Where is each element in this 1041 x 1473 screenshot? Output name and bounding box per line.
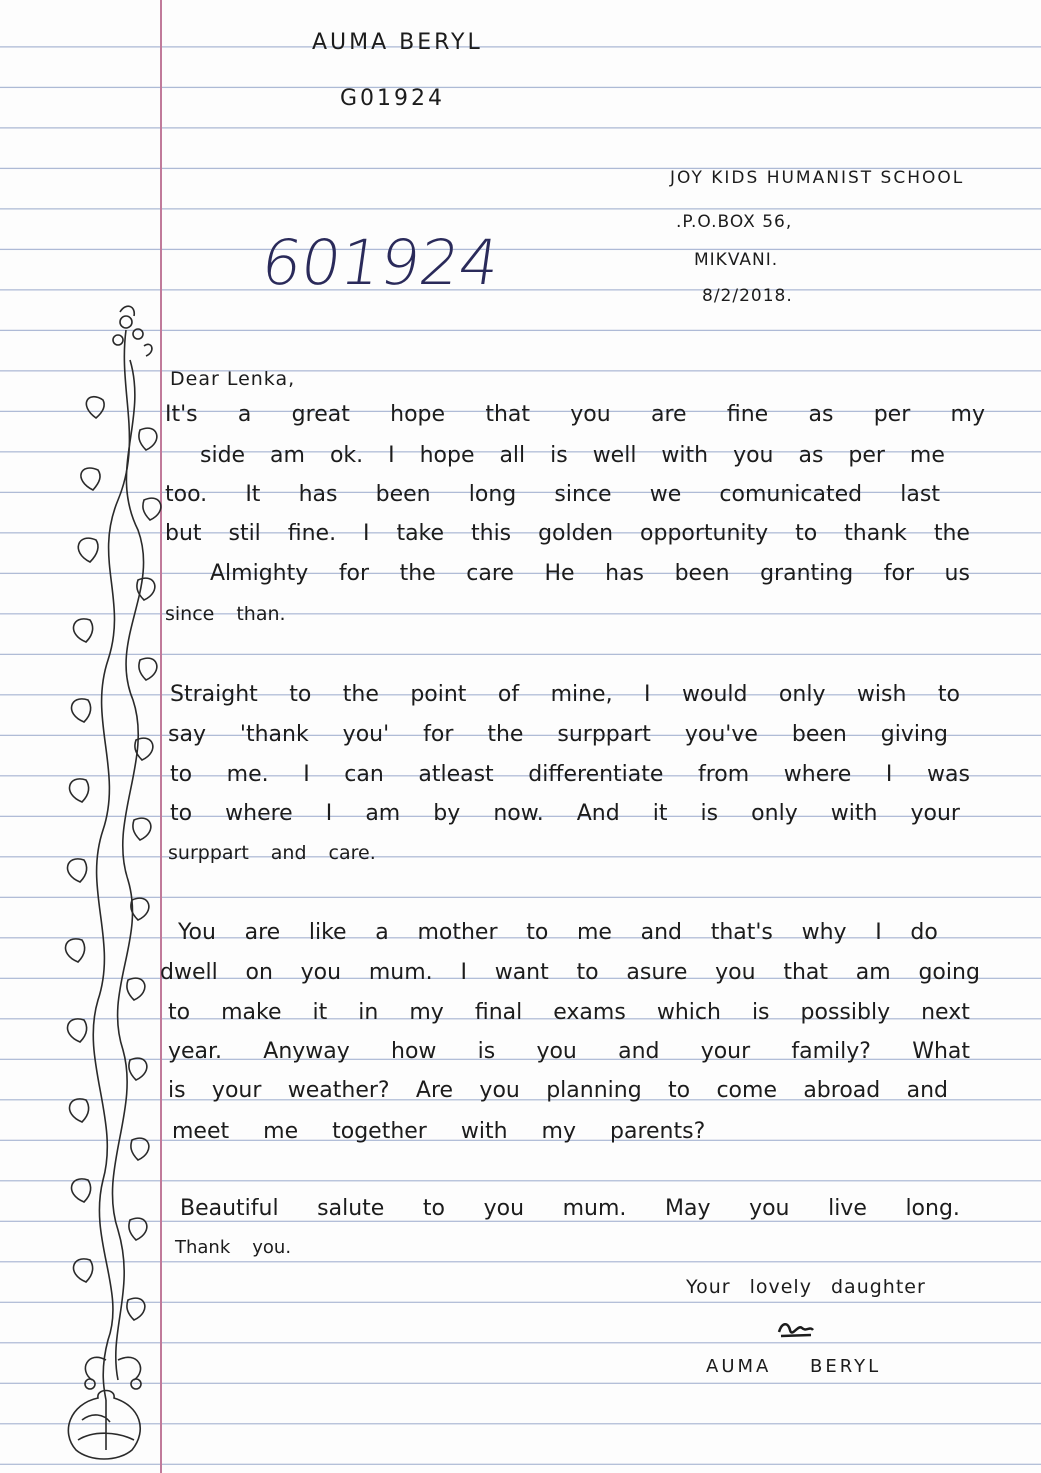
paragraph-1-line-5: [210, 561, 970, 586]
word: What: [912, 1039, 970, 1064]
word: family?: [791, 1039, 871, 1064]
word: weather?: [287, 1078, 390, 1103]
word: fine.: [287, 521, 337, 546]
word: make: [221, 1000, 282, 1025]
word: I: [325, 801, 333, 826]
word: how: [391, 1039, 437, 1064]
word: you've: [684, 722, 758, 747]
word: point: [410, 682, 467, 707]
paragraph-3-line-5: [168, 1078, 948, 1103]
word: going: [918, 960, 980, 985]
word: us: [944, 561, 970, 586]
word: care.: [328, 842, 376, 864]
word: meet: [172, 1119, 230, 1144]
word: exams: [553, 1000, 626, 1025]
word: the: [487, 722, 524, 747]
word: you: [733, 443, 774, 468]
address-school: JOY KIDS HUMANIST SCHOOL: [670, 168, 965, 188]
word: want: [494, 960, 549, 985]
word: giving: [880, 722, 948, 747]
reference-number: 601924: [256, 226, 504, 299]
word: care: [466, 561, 514, 586]
word: is: [751, 1000, 770, 1025]
word: I: [363, 521, 370, 546]
word: by: [433, 801, 461, 826]
word: to: [422, 1196, 446, 1221]
word: where: [225, 801, 293, 826]
paragraph-2-line-4: [170, 801, 960, 826]
header-name: AUMA BERYL: [312, 30, 483, 55]
word: and: [618, 1039, 660, 1064]
word: me.: [226, 762, 269, 787]
word: all: [499, 443, 526, 468]
word: been: [674, 561, 730, 586]
word: in: [358, 1000, 379, 1025]
paragraph-3-line-1: [178, 920, 938, 945]
word: I: [460, 960, 467, 985]
paragraph-3-line-4: [168, 1039, 970, 1064]
word: is: [550, 443, 568, 468]
word: possibly: [800, 1000, 891, 1025]
word: the: [399, 561, 436, 586]
word: dwell: [160, 960, 218, 985]
word: mum.: [368, 960, 433, 985]
word: to: [168, 1000, 191, 1025]
word: to: [937, 682, 960, 707]
word: for: [423, 722, 454, 747]
word: would: [681, 682, 748, 707]
word: hope: [419, 443, 475, 468]
word: surppart: [557, 722, 651, 747]
paragraph-1-line-4: [165, 521, 970, 546]
word: has: [605, 561, 645, 586]
word: am: [855, 960, 891, 985]
word: you: [300, 960, 342, 985]
word: year.: [168, 1039, 223, 1064]
word: with: [661, 443, 709, 468]
word: live: [828, 1196, 867, 1221]
paragraph-1-line-6: [165, 603, 985, 625]
word: than.: [236, 603, 286, 625]
vine-drawing: [48, 300, 168, 1470]
word: I: [388, 443, 395, 468]
word: am: [365, 801, 401, 826]
word: Are: [415, 1078, 454, 1103]
word: Almighty: [210, 561, 309, 586]
word: are: [651, 402, 687, 427]
word: you: [483, 1196, 525, 1221]
word: mother: [417, 920, 498, 945]
word: asure: [626, 960, 688, 985]
word: together: [332, 1119, 427, 1144]
word: which: [656, 1000, 721, 1025]
word: and: [270, 842, 307, 864]
word: fine: [726, 402, 769, 427]
word: that's: [710, 920, 773, 945]
word: been: [375, 482, 431, 507]
word: ok.: [329, 443, 364, 468]
word: take: [396, 521, 445, 546]
paragraph-1-line-1: [165, 402, 985, 427]
signature-name: AUMA BERYL: [706, 1356, 882, 1377]
word: planning: [546, 1078, 642, 1103]
word: like: [308, 920, 347, 945]
word: great: [291, 402, 350, 427]
letter-date: 8/2/2018.: [702, 286, 793, 306]
word: where: [783, 762, 852, 787]
paragraph-2-line-1: [170, 682, 960, 707]
word: why: [801, 920, 847, 945]
word: am: [270, 443, 305, 468]
word: as: [798, 443, 824, 468]
word: It's: [165, 402, 198, 427]
greeting: Dear Lenka,: [170, 368, 296, 390]
word: thank: [844, 521, 907, 546]
word: come: [716, 1078, 777, 1103]
word: for: [338, 561, 370, 586]
word: And: [576, 801, 620, 826]
paragraph-3-line-3: [168, 1000, 970, 1025]
word: to: [289, 682, 312, 707]
word: I: [644, 682, 651, 707]
word: surppart: [168, 842, 249, 864]
word: since: [165, 603, 215, 625]
word: you.: [252, 1237, 292, 1258]
word: salute: [317, 1196, 385, 1221]
paragraph-1-line-2: [200, 443, 945, 468]
word: per: [848, 443, 885, 468]
word: my: [409, 1000, 444, 1025]
word: you: [715, 960, 756, 985]
word: Straight: [170, 682, 258, 707]
word: you: [570, 402, 611, 427]
word: and: [640, 920, 683, 945]
word: a: [375, 920, 389, 945]
word: say: [168, 722, 206, 747]
word: to: [526, 920, 549, 945]
word: from: [698, 762, 750, 787]
paragraph-3-line-6: [172, 1119, 992, 1144]
word: for: [883, 561, 914, 586]
header-number: G01924: [340, 86, 446, 111]
word: comunicated: [719, 482, 863, 507]
word: that: [485, 402, 530, 427]
word: is: [477, 1039, 496, 1064]
word: to: [170, 762, 193, 787]
word: the: [342, 682, 379, 707]
word: only: [751, 801, 798, 826]
word: the: [933, 521, 970, 546]
word: me: [263, 1119, 299, 1144]
word: a: [237, 402, 252, 427]
word: side: [200, 443, 246, 468]
word: You: [178, 920, 216, 945]
word: golden: [538, 521, 614, 546]
word: and: [906, 1078, 948, 1103]
word: opportunity: [640, 521, 769, 546]
word: of: [497, 682, 520, 707]
word: we: [649, 482, 682, 507]
word: since: [554, 482, 612, 507]
word: with: [830, 801, 878, 826]
word: wish: [856, 682, 907, 707]
word: last: [900, 482, 940, 507]
word: Thank: [175, 1237, 231, 1258]
word: long: [468, 482, 517, 507]
signature-scribble: [776, 1318, 816, 1340]
word: my: [541, 1119, 576, 1144]
word: me: [909, 443, 945, 468]
word: can: [344, 762, 384, 787]
word: your: [211, 1078, 262, 1103]
word: 'thank: [239, 722, 309, 747]
word: too.: [165, 482, 208, 507]
word: abroad: [803, 1078, 881, 1103]
word: is: [700, 801, 719, 826]
word: Beautiful: [180, 1196, 279, 1221]
word: but: [165, 521, 202, 546]
word: has: [298, 482, 338, 507]
paragraph-2-line-2: [168, 722, 948, 747]
word: my: [950, 402, 985, 427]
word: next: [921, 1000, 970, 1025]
word: it: [652, 801, 668, 826]
paragraph-2-line-5: [168, 842, 988, 864]
address-town: MIKVANI.: [694, 250, 779, 270]
word: long.: [905, 1196, 960, 1221]
word: your: [700, 1039, 751, 1064]
word: to: [170, 801, 193, 826]
word: it: [312, 1000, 328, 1025]
word: granting: [760, 561, 854, 586]
word: do: [910, 920, 938, 945]
address-po-box: .P.O.BOX 56,: [676, 212, 793, 232]
word: you: [749, 1196, 790, 1221]
word: I: [875, 920, 882, 945]
word: mum.: [562, 1196, 627, 1221]
word: as: [808, 402, 834, 427]
word: that: [783, 960, 829, 985]
word: this: [471, 521, 512, 546]
closing-line: Your lovely daughter: [686, 1276, 926, 1298]
word: atleast: [418, 762, 494, 787]
word: to: [576, 960, 599, 985]
word: I: [885, 762, 893, 787]
word: to: [795, 521, 818, 546]
paragraph-4-line-1: [180, 1196, 960, 1221]
word: on: [245, 960, 273, 985]
word: you': [342, 722, 390, 747]
word: was: [926, 762, 970, 787]
paragraph-1-line-3: [165, 482, 940, 507]
word: me: [576, 920, 612, 945]
word: May: [665, 1196, 711, 1221]
word: been: [791, 722, 847, 747]
word: differentiate: [528, 762, 664, 787]
word: only: [778, 682, 826, 707]
paragraph-4-line-2: [175, 1237, 995, 1258]
word: mine,: [550, 682, 613, 707]
word: now.: [493, 801, 544, 826]
word: to: [668, 1078, 691, 1103]
word: final: [474, 1000, 523, 1025]
word: per: [873, 402, 911, 427]
word: well: [592, 443, 637, 468]
word: with: [460, 1119, 508, 1144]
word: Anyway: [263, 1039, 350, 1064]
word: I: [303, 762, 310, 787]
paragraph-3-line-2: [160, 960, 980, 985]
word: your: [910, 801, 960, 826]
word: It: [245, 482, 261, 507]
word: parents?: [610, 1119, 706, 1144]
word: hope: [390, 402, 446, 427]
word: you: [536, 1039, 577, 1064]
word: you: [479, 1078, 520, 1103]
word: stil: [228, 521, 261, 546]
word: is: [168, 1078, 186, 1103]
word: He: [544, 561, 575, 586]
word: are: [244, 920, 281, 945]
paragraph-2-line-3: [170, 762, 970, 787]
